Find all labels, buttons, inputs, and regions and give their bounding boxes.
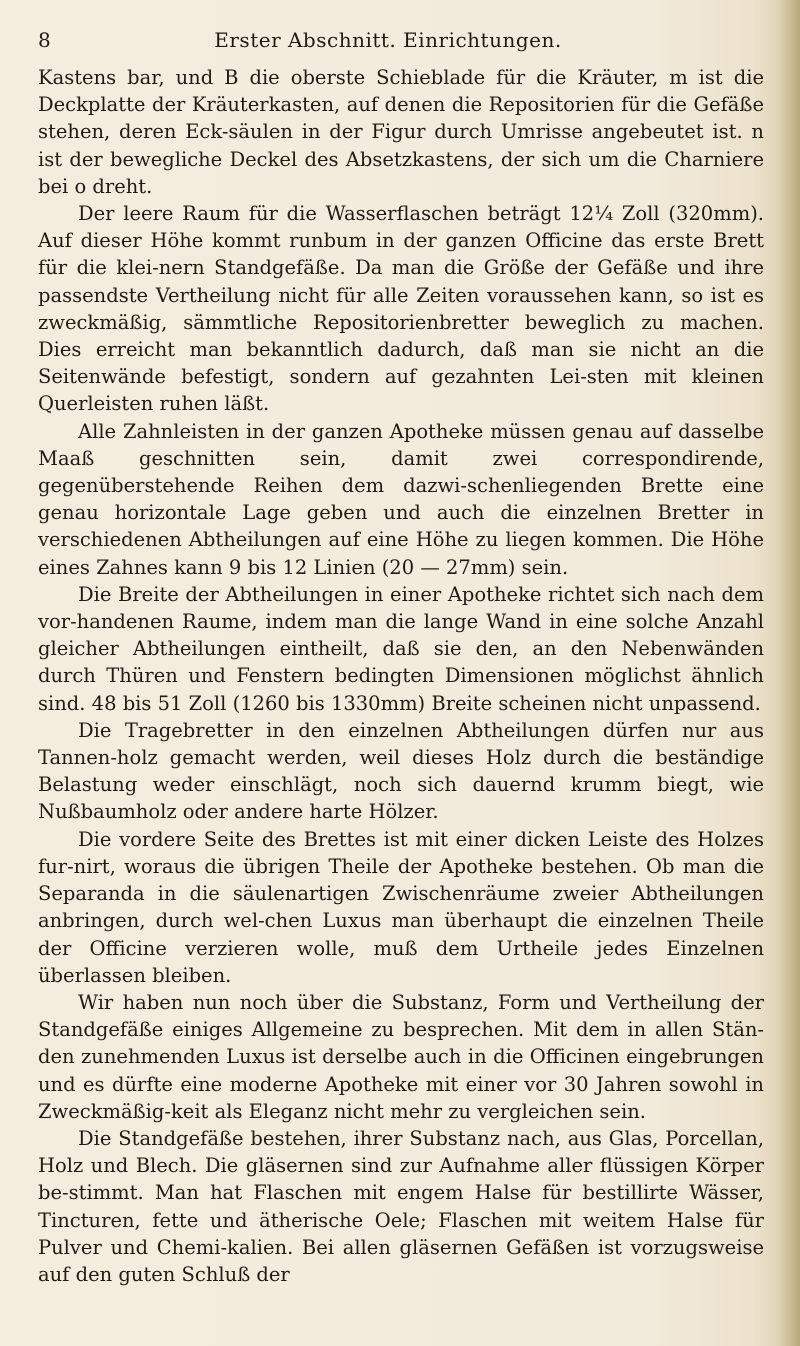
- running-head: Erster Abschnitt. Einrichtungen.: [214, 28, 562, 52]
- page-number: 8: [38, 28, 51, 52]
- paragraph: Die Tragebretter in den einzelnen Abtheilungen dürfen nur aus Tannen-holz gemacht werden, weil dieses Holz durch die beständige Belastung weder einschlägt, noch sich dauernd krumm biegt, wie Nußbaumholz oder andere harte Hölzer.: [38, 718, 764, 824]
- paragraph: Die vordere Seite des Brettes ist mit einer dicken Leiste des Holzes fur-nirt, woraus die übrigen Theile der Apotheke bestehen. Ob man die Separanda in die säulenartigen Zwischenräume zweier Abtheilungen anbringen, durch wel-chen Luxus man überhaupt die einzelnen Theile der Officine verzieren wolle, muß dem Urtheile jedes Einzelnen überlassen bleiben.: [38, 827, 764, 987]
- paragraph: Kastens bar, und B die oberste Schieblade für die Kräuter, m ist die Deckplatte der Kräuterkasten, auf denen die Repositorien für die Gefäße stehen, deren Eck-säulen in der Figur durch Umrisse angebeutet ist. n ist der bewegliche Deckel des Absetzkastens, der sich um die Charniere bei o dreht.: [38, 66, 764, 198]
- body-text: [38, 64, 764, 1288]
- paragraph: Alle Zahnleisten in der ganzen Apotheke müssen genau auf dasselbe Maaß geschnitten sein, damit zwei correspondirende, gegenüberstehende Reihen dem dazwi-schenliegenden Brette eine genau horizontale Lage geben und auch die einzelnen Bretter in verschiedenen Abtheilungen auf eine Höhe zu liegen kommen. Die Höhe eines Zahnes kann 9 bis 12 Linien (20 — 27mm) sein.: [38, 419, 764, 579]
- page-header: [38, 28, 738, 58]
- paragraph: Die Breite der Abtheilungen in einer Apotheke richtet sich nach dem vor-handenen Raume, indem man die lange Wand in eine solche Anzahl gleicher Abtheilungen eintheilt, daß sie den, an den Nebenwänden durch Thüren und Fenstern bedingten Dimensionen möglichst ähnlich sind. 48 bis 51 Zoll (1260 bis 1330mm) Breite scheinen nicht unpassend.: [38, 582, 764, 715]
- paragraph: Wir haben nun noch über die Substanz, Form und Vertheilung der Standgefäße einiges Allgemeine zu besprechen. Mit dem in allen Stän-den zunehmenden Luxus ist derselbe auch in die Officinen eingebrungen und es dürfte eine moderne Apotheke mit einer vor 30 Jahren sowohl in Zweckmäßig-keit als Eleganz nicht mehr zu vergleichen sein.: [38, 990, 764, 1123]
- page-edge-shadow: [778, 0, 800, 1346]
- paragraph: Die Standgefäße bestehen, ihrer Substanz nach, aus Glas, Porcellan, Holz und Blech. Die gläsernen sind zur Aufnahme aller flüssigen Körper be-stimmt. Man hat Flaschen mit engem Halse für bestillirte Wässer, Tincturen, fette und ätherische Oele; Flaschen mit weitem Halse für Pulver und Chemi-kalien. Bei allen gläsernen Gefäßen ist vorzugsweise auf den guten Schluß der: [38, 1126, 764, 1286]
- paragraph: Der leere Raum für die Wasserflaschen beträgt 12¼ Zoll (320mm). Auf dieser Höhe kommt runbum in der ganzen Officine das erste Brett für die klei-nern Standgefäße. Da man die Größe der Gefäße und ihre passendste Vertheilung nicht für alle Zeiten voraussehen kann, so ist es zweckmäßig, sämmtliche Repositorienbretter beweglich zu machen. Dies erreicht man bekanntlich dadurch, daß man sie nicht an die Seitenwände befestigt, sondern auf gezahnten Lei-sten mit kleinen Querleisten ruhen läßt.: [38, 202, 764, 416]
